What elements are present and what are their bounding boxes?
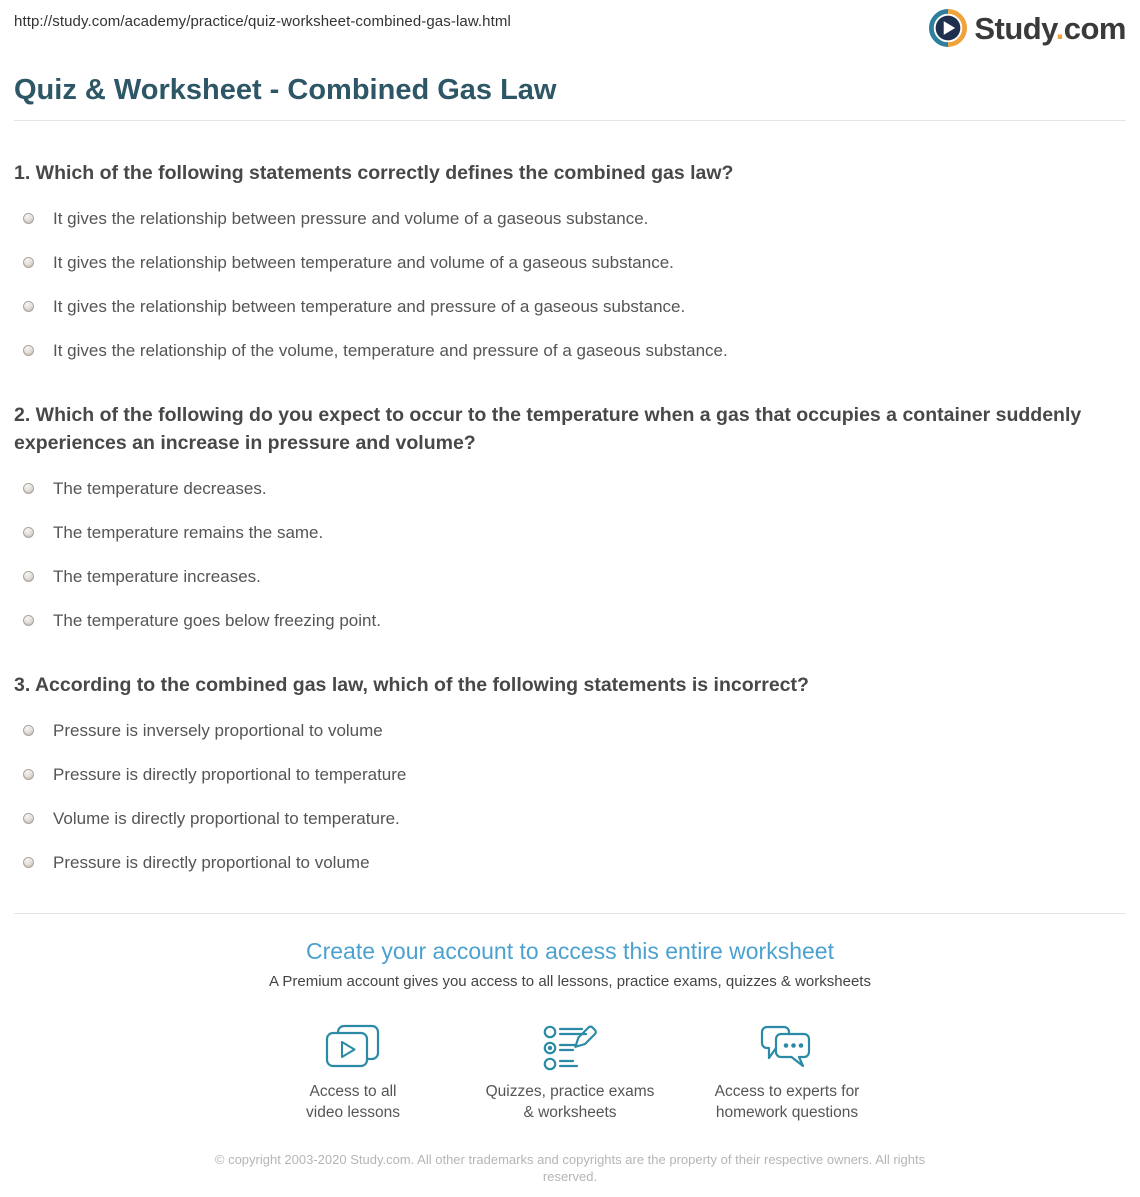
- feature-label: Quizzes, practice exams & worksheets: [485, 1083, 655, 1121]
- features-row: [14, 1022, 1126, 1123]
- radio-button[interactable]: [23, 571, 34, 582]
- quiz-worksheet-icon: [541, 1024, 599, 1072]
- answer-option[interactable]: [14, 207, 1126, 231]
- radio-button[interactable]: [23, 301, 34, 312]
- option-label[interactable]: The temperature goes below freezing point.: [53, 611, 381, 631]
- radio-button[interactable]: [23, 813, 34, 824]
- answer-option[interactable]: [14, 521, 1126, 545]
- option-label[interactable]: The temperature remains the same.: [53, 523, 324, 543]
- option-label[interactable]: It gives the relationship between temperature and pressure of a gaseous substance.: [53, 297, 686, 317]
- answer-option[interactable]: [14, 251, 1126, 275]
- question-heading: 2. Which of the following do you expect to occur to the temperature when a gas that occupies a container suddenly experiences an increase in pressure and volume?: [14, 404, 1082, 455]
- header: [14, 0, 1126, 47]
- radio-button[interactable]: [23, 483, 34, 494]
- radio-button[interactable]: [23, 213, 34, 224]
- option-label[interactable]: It gives the relationship between temperature and volume of a gaseous substance.: [53, 253, 674, 273]
- option-label[interactable]: Volume is directly proportional to temperature.: [53, 809, 400, 829]
- logo-dot: .: [1055, 10, 1064, 46]
- radio-button[interactable]: [23, 725, 34, 736]
- premium-subheading: A Premium account gives you access to all lessons, practice exams, quizzes & worksheets: [269, 973, 871, 991]
- radio-button[interactable]: [23, 857, 34, 868]
- option-label[interactable]: The temperature increases.: [53, 567, 261, 587]
- radio-button[interactable]: [23, 527, 34, 538]
- answer-option[interactable]: [14, 477, 1126, 501]
- option-label[interactable]: It gives the relationship between pressure and volume of a gaseous substance.: [53, 209, 649, 229]
- logo-wordmark: Study.com: [974, 10, 1126, 46]
- radio-button[interactable]: [23, 345, 34, 356]
- radio-button[interactable]: [23, 769, 34, 780]
- radio-button[interactable]: [23, 615, 34, 626]
- answer-option[interactable]: [14, 565, 1126, 589]
- cta-section: [14, 936, 1126, 1123]
- radio-button[interactable]: [23, 257, 34, 268]
- page-url: http://study.com/academy/practice/quiz-worksheet-combined-gas-law.html: [14, 13, 511, 30]
- option-label[interactable]: The temperature decreases.: [53, 479, 267, 499]
- feature-label: Access to experts for homework questions: [714, 1083, 860, 1121]
- video-lessons-icon: [324, 1024, 382, 1072]
- title-divider: [14, 120, 1126, 121]
- answer-option[interactable]: [14, 851, 1126, 875]
- feature-label: Access to all video lessons: [306, 1083, 400, 1121]
- create-account-link[interactable]: Create your account to access this entire worksheet: [306, 938, 834, 965]
- feature-video-lessons: [245, 1022, 462, 1123]
- footer: [14, 1151, 1126, 1185]
- question-2: [14, 401, 1126, 633]
- page-title: Quiz & Worksheet - Combined Gas Law: [14, 74, 557, 106]
- play-logo-icon: [929, 9, 967, 47]
- answer-option[interactable]: [14, 339, 1126, 363]
- question-heading: 3. According to the combined gas law, which of the following statements is incorrect?: [14, 674, 809, 697]
- expert-chat-icon: [758, 1024, 816, 1072]
- copyright-text: © copyright 2003-2020 Study.com. All other trademarks and copyrights are the property of their respective owners. All rights reserved.: [214, 1152, 926, 1185]
- answer-option[interactable]: [14, 763, 1126, 787]
- cta-divider: [14, 913, 1126, 914]
- answer-option[interactable]: [14, 609, 1126, 633]
- option-label[interactable]: Pressure is directly proportional to volume: [53, 853, 370, 873]
- question-3: [14, 671, 1126, 875]
- option-label[interactable]: Pressure is directly proportional to temperature: [53, 765, 407, 785]
- feature-expert-help: [679, 1022, 896, 1123]
- option-label[interactable]: Pressure is inversely proportional to volume: [53, 721, 383, 741]
- answer-option[interactable]: [14, 295, 1126, 319]
- studycom-logo[interactable]: [929, 9, 1126, 47]
- answer-option[interactable]: [14, 719, 1126, 743]
- question-heading: 1. Which of the following statements correctly defines the combined gas law?: [14, 162, 734, 185]
- feature-quizzes-worksheets: [462, 1022, 679, 1123]
- answer-option[interactable]: [14, 807, 1126, 831]
- option-label[interactable]: It gives the relationship of the volume, temperature and pressure of a gaseous substance.: [53, 341, 728, 361]
- question-1: [14, 159, 1126, 363]
